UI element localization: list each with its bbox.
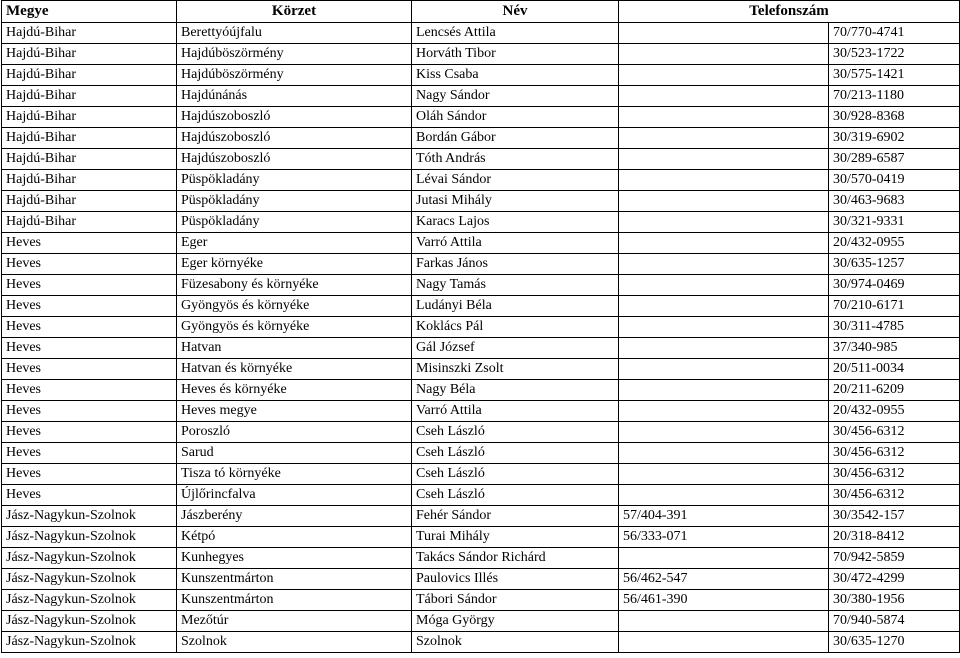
- cell-telefon-1: [619, 443, 829, 464]
- cell-korzet: Gyöngyös és környéke: [177, 296, 412, 317]
- cell-korzet: Hatvan és környéke: [177, 359, 412, 380]
- cell-telefon-2: 20/511-0034: [829, 359, 960, 380]
- cell-telefon-2: 30/575-1421: [829, 65, 960, 86]
- cell-megye: Hajdú-Bihar: [2, 170, 177, 191]
- table-row: [2, 191, 960, 212]
- header-megye: Megye: [2, 1, 177, 23]
- cell-megye: Jász-Nagykun-Szolnok: [2, 632, 177, 653]
- cell-telefon-1: [619, 149, 829, 170]
- cell-telefon-2: 20/432-0955: [829, 233, 960, 254]
- table-row: [2, 86, 960, 107]
- cell-telefon-2: 30/319-6902: [829, 128, 960, 149]
- table-row: [2, 128, 960, 149]
- cell-telefon-2: 70/940-5874: [829, 611, 960, 632]
- cell-megye: Jász-Nagykun-Szolnok: [2, 569, 177, 590]
- table-row: [2, 422, 960, 443]
- cell-megye: Hajdú-Bihar: [2, 128, 177, 149]
- cell-megye: Hajdú-Bihar: [2, 149, 177, 170]
- table-row: [2, 464, 960, 485]
- cell-korzet: Püspökladány: [177, 212, 412, 233]
- cell-korzet: Újlőrincfalva: [177, 485, 412, 506]
- cell-telefon-1: [619, 464, 829, 485]
- cell-korzet: Heves megye: [177, 401, 412, 422]
- cell-korzet: Hajdúszoboszló: [177, 107, 412, 128]
- cell-telefon-1: [619, 611, 829, 632]
- cell-telefon-1: [619, 275, 829, 296]
- cell-megye: Hajdú-Bihar: [2, 191, 177, 212]
- cell-telefon-2: 30/3542-157: [829, 506, 960, 527]
- cell-nev: Ludányi Béla: [412, 296, 619, 317]
- cell-nev: Paulovics Illés: [412, 569, 619, 590]
- cell-korzet: Hatvan: [177, 338, 412, 359]
- table-row: [2, 254, 960, 275]
- cell-telefon-1: [619, 380, 829, 401]
- cell-telefon-2: 20/432-0955: [829, 401, 960, 422]
- cell-telefon-2: 30/456-6312: [829, 485, 960, 506]
- table-row: [2, 632, 960, 653]
- cell-nev: Takács Sándor Richárd: [412, 548, 619, 569]
- cell-nev: Varró Attila: [412, 401, 619, 422]
- cell-nev: Varró Attila: [412, 233, 619, 254]
- table-row: [2, 23, 960, 44]
- table-row: [2, 233, 960, 254]
- table-row: [2, 401, 960, 422]
- cell-megye: Heves: [2, 485, 177, 506]
- cell-telefon-2: 30/311-4785: [829, 317, 960, 338]
- cell-telefon-1: [619, 107, 829, 128]
- cell-telefon-2: 30/456-6312: [829, 464, 960, 485]
- cell-telefon-2: 70/942-5859: [829, 548, 960, 569]
- cell-telefon-2: 30/974-0469: [829, 275, 960, 296]
- cell-telefon-1: 56/461-390: [619, 590, 829, 611]
- table-row: [2, 65, 960, 86]
- cell-nev: Koklács Pál: [412, 317, 619, 338]
- cell-telefon-2: 30/463-9683: [829, 191, 960, 212]
- cell-telefon-2: 30/635-1257: [829, 254, 960, 275]
- cell-nev: Lévai Sándor: [412, 170, 619, 191]
- cell-telefon-1: [619, 86, 829, 107]
- cell-megye: Heves: [2, 254, 177, 275]
- cell-nev: Oláh Sándor: [412, 107, 619, 128]
- header-telefonszam: Telefonszám: [619, 1, 960, 23]
- cell-nev: Lencsés Attila: [412, 23, 619, 44]
- cell-korzet: Eger környéke: [177, 254, 412, 275]
- cell-nev: Horváth Tibor: [412, 44, 619, 65]
- cell-megye: Hajdú-Bihar: [2, 65, 177, 86]
- cell-telefon-1: [619, 254, 829, 275]
- cell-telefon-1: [619, 485, 829, 506]
- cell-korzet: Jászberény: [177, 506, 412, 527]
- cell-korzet: Berettyóújfalu: [177, 23, 412, 44]
- cell-nev: Cseh László: [412, 443, 619, 464]
- cell-megye: Heves: [2, 296, 177, 317]
- cell-nev: Turai Mihály: [412, 527, 619, 548]
- cell-telefon-1: [619, 548, 829, 569]
- cell-megye: Heves: [2, 380, 177, 401]
- cell-telefon-2: 70/770-4741: [829, 23, 960, 44]
- cell-nev: Tóth András: [412, 149, 619, 170]
- cell-korzet: Hajdúszoboszló: [177, 149, 412, 170]
- table-row: [2, 548, 960, 569]
- cell-megye: Heves: [2, 464, 177, 485]
- cell-telefon-2: 30/289-6587: [829, 149, 960, 170]
- table-row: [2, 611, 960, 632]
- cell-telefon-1: [619, 212, 829, 233]
- cell-megye: Hajdú-Bihar: [2, 86, 177, 107]
- cell-telefon-2: 70/213-1180: [829, 86, 960, 107]
- cell-megye: Heves: [2, 443, 177, 464]
- cell-korzet: Szolnok: [177, 632, 412, 653]
- cell-korzet: Hajdúböszörmény: [177, 65, 412, 86]
- cell-megye: Heves: [2, 401, 177, 422]
- cell-nev: Kiss Csaba: [412, 65, 619, 86]
- cell-telefon-1: [619, 170, 829, 191]
- table-row: [2, 359, 960, 380]
- table-row: [2, 170, 960, 191]
- cell-korzet: Püspökladány: [177, 170, 412, 191]
- cell-nev: Szolnok: [412, 632, 619, 653]
- cell-telefon-1: [619, 632, 829, 653]
- cell-nev: Farkas János: [412, 254, 619, 275]
- header-nev: Név: [412, 1, 619, 23]
- cell-korzet: Hajdúnánás: [177, 86, 412, 107]
- table-row: [2, 569, 960, 590]
- cell-telefon-1: [619, 401, 829, 422]
- header-row: [2, 1, 960, 23]
- cell-telefon-1: [619, 359, 829, 380]
- cell-nev: Cseh László: [412, 485, 619, 506]
- cell-megye: Jász-Nagykun-Szolnok: [2, 548, 177, 569]
- cell-nev: Nagy Tamás: [412, 275, 619, 296]
- contact-table: [1, 0, 960, 653]
- cell-korzet: Hajdúszoboszló: [177, 128, 412, 149]
- cell-telefon-2: 30/456-6312: [829, 443, 960, 464]
- table-row: [2, 506, 960, 527]
- cell-telefon-1: [619, 128, 829, 149]
- cell-korzet: Füzesabony és környéke: [177, 275, 412, 296]
- cell-korzet: Hajdúböszörmény: [177, 44, 412, 65]
- table-row: [2, 527, 960, 548]
- table-row: [2, 149, 960, 170]
- cell-telefon-2: 30/635-1270: [829, 632, 960, 653]
- cell-korzet: Mezőtúr: [177, 611, 412, 632]
- table-row: [2, 380, 960, 401]
- cell-nev: Nagy Sándor: [412, 86, 619, 107]
- cell-nev: Misinszki Zsolt: [412, 359, 619, 380]
- cell-telefon-1: 56/462-547: [619, 569, 829, 590]
- cell-telefon-1: [619, 65, 829, 86]
- cell-telefon-2: 30/523-1722: [829, 44, 960, 65]
- cell-telefon-2: 30/928-8368: [829, 107, 960, 128]
- table-row: [2, 485, 960, 506]
- cell-korzet: Heves és környéke: [177, 380, 412, 401]
- cell-korzet: Gyöngyös és környéke: [177, 317, 412, 338]
- cell-korzet: Tisza tó környéke: [177, 464, 412, 485]
- table-row: [2, 44, 960, 65]
- cell-telefon-2: 70/210-6171: [829, 296, 960, 317]
- cell-telefon-1: [619, 233, 829, 254]
- cell-nev: Fehér Sándor: [412, 506, 619, 527]
- cell-korzet: Sarud: [177, 443, 412, 464]
- cell-megye: Hajdú-Bihar: [2, 23, 177, 44]
- table-row: [2, 338, 960, 359]
- cell-nev: Cseh László: [412, 464, 619, 485]
- cell-telefon-1: [619, 296, 829, 317]
- cell-telefon-1: 56/333-071: [619, 527, 829, 548]
- cell-korzet: Kunszentmárton: [177, 569, 412, 590]
- cell-telefon-2: 20/211-6209: [829, 380, 960, 401]
- cell-megye: Jász-Nagykun-Szolnok: [2, 590, 177, 611]
- table-row: [2, 275, 960, 296]
- cell-korzet: Kétpó: [177, 527, 412, 548]
- cell-megye: Hajdú-Bihar: [2, 212, 177, 233]
- table-row: [2, 212, 960, 233]
- cell-telefon-2: 30/321-9331: [829, 212, 960, 233]
- cell-nev: Gál József: [412, 338, 619, 359]
- cell-korzet: Eger: [177, 233, 412, 254]
- table-row: [2, 296, 960, 317]
- cell-nev: Jutasi Mihály: [412, 191, 619, 212]
- header-korzet: Körzet: [177, 1, 412, 23]
- cell-nev: Nagy Béla: [412, 380, 619, 401]
- cell-telefon-2: 30/380-1956: [829, 590, 960, 611]
- table-row: [2, 590, 960, 611]
- cell-nev: Móga György: [412, 611, 619, 632]
- cell-korzet: Püspökladány: [177, 191, 412, 212]
- cell-megye: Jász-Nagykun-Szolnok: [2, 506, 177, 527]
- cell-megye: Hajdú-Bihar: [2, 107, 177, 128]
- cell-megye: Heves: [2, 359, 177, 380]
- cell-megye: Jász-Nagykun-Szolnok: [2, 611, 177, 632]
- cell-megye: Heves: [2, 275, 177, 296]
- cell-korzet: Kunszentmárton: [177, 590, 412, 611]
- table-row: [2, 107, 960, 128]
- cell-telefon-1: [619, 23, 829, 44]
- cell-megye: Heves: [2, 233, 177, 254]
- table-row: [2, 443, 960, 464]
- cell-megye: Hajdú-Bihar: [2, 44, 177, 65]
- cell-telefon-1: [619, 191, 829, 212]
- cell-telefon-2: 30/570-0419: [829, 170, 960, 191]
- cell-megye: Heves: [2, 317, 177, 338]
- cell-telefon-1: [619, 317, 829, 338]
- cell-telefon-2: 37/340-985: [829, 338, 960, 359]
- cell-nev: Cseh László: [412, 422, 619, 443]
- cell-telefon-2: 30/472-4299: [829, 569, 960, 590]
- cell-korzet: Kunhegyes: [177, 548, 412, 569]
- cell-telefon-2: 30/456-6312: [829, 422, 960, 443]
- cell-korzet: Poroszló: [177, 422, 412, 443]
- cell-nev: Bordán Gábor: [412, 128, 619, 149]
- cell-megye: Jász-Nagykun-Szolnok: [2, 527, 177, 548]
- cell-telefon-1: [619, 44, 829, 65]
- table-body: [2, 23, 960, 653]
- table-row: [2, 317, 960, 338]
- cell-telefon-1: [619, 338, 829, 359]
- cell-telefon-1: [619, 422, 829, 443]
- cell-megye: Heves: [2, 422, 177, 443]
- table-header: [2, 1, 960, 23]
- cell-megye: Heves: [2, 338, 177, 359]
- cell-nev: Karacs Lajos: [412, 212, 619, 233]
- cell-nev: Tábori Sándor: [412, 590, 619, 611]
- cell-telefon-2: 20/318-8412: [829, 527, 960, 548]
- cell-telefon-1: 57/404-391: [619, 506, 829, 527]
